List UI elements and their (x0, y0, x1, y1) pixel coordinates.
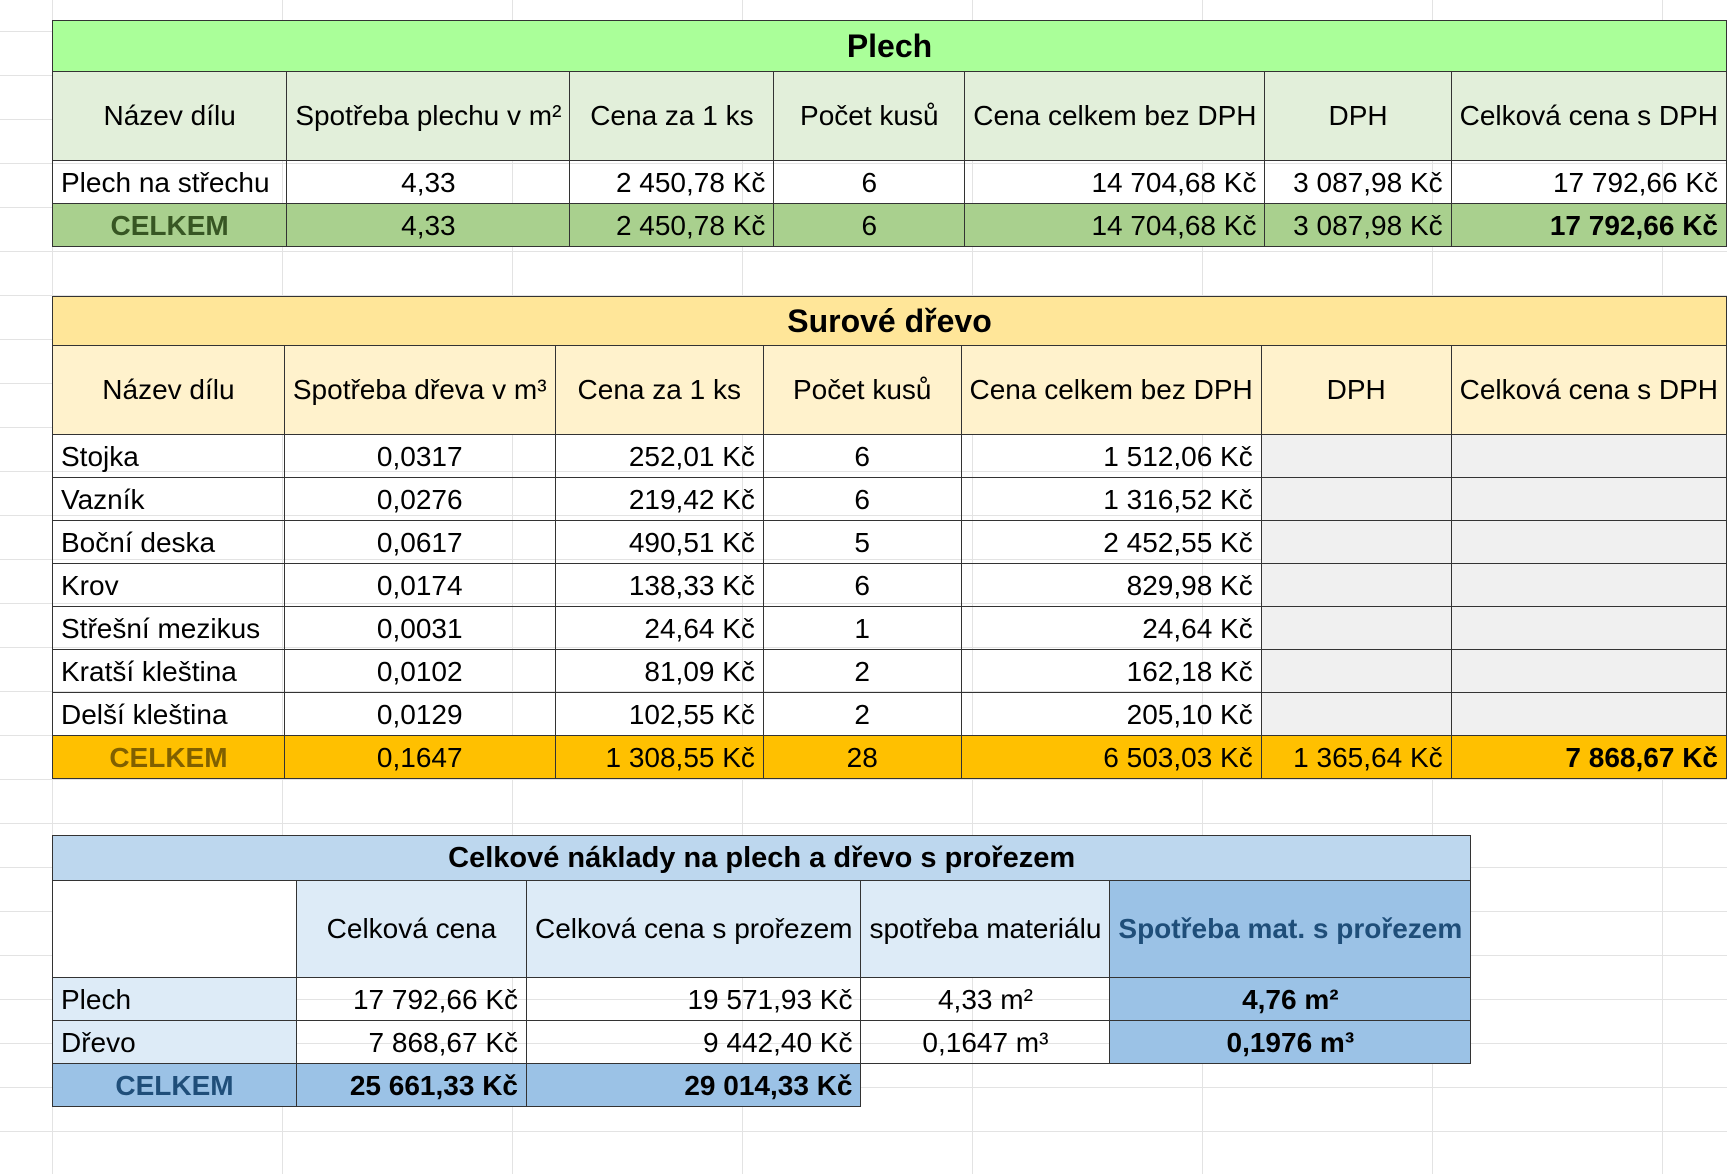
plech-total-row (53, 204, 1727, 247)
header-celkova-cena[interactable]: Celková cena (297, 881, 527, 978)
cell-nazev[interactable]: Kratší kleština (53, 650, 285, 693)
cell-spotreba[interactable]: 0,1647 m³ (861, 1021, 1110, 1064)
drevo-title[interactable]: Surové dřevo (53, 297, 1727, 346)
table-row (53, 478, 1727, 521)
cell-cena-ks[interactable]: 81,09 Kč (555, 650, 763, 693)
cell-cena-prorez[interactable]: 9 442,40 Kč (527, 1021, 861, 1064)
cell-cena-bez[interactable]: 1 316,52 Kč (961, 478, 1261, 521)
cell-cena-ks[interactable]: 102,55 Kč (555, 693, 763, 736)
cell-cena-s-empty[interactable] (1451, 435, 1726, 478)
cell-cena-bez[interactable]: 14 704,68 Kč (965, 161, 1265, 204)
cell-pocet[interactable]: 2 (763, 650, 961, 693)
header-spotreba[interactable]: Spotřeba plechu v m² (287, 72, 570, 161)
header-nazev[interactable]: Název dílu (53, 72, 287, 161)
header-spotreba[interactable]: spotřeba materiálu (861, 881, 1110, 978)
cell-spotreba[interactable]: 0,0102 (284, 650, 555, 693)
cell-pocet[interactable]: 1 (763, 607, 961, 650)
header-pocet[interactable]: Počet kusů (763, 346, 961, 435)
cell-dph-empty[interactable] (1261, 607, 1451, 650)
cell-spotreba[interactable]: 4,33 (287, 161, 570, 204)
header-cena-s[interactable]: Celková cena s DPH (1451, 72, 1726, 161)
cell-nazev[interactable]: Plech (53, 978, 297, 1021)
celkove-naklady-table (52, 835, 1471, 1107)
cell-spotreba[interactable]: 0,0129 (284, 693, 555, 736)
cell-celkova-cena[interactable]: 7 868,67 Kč (297, 1021, 527, 1064)
cell-dph-empty[interactable] (1261, 564, 1451, 607)
total-cena-bez[interactable]: 14 704,68 Kč (965, 204, 1265, 247)
total-dph[interactable]: 1 365,64 Kč (1261, 736, 1451, 779)
cell-nazev[interactable]: Boční deska (53, 521, 285, 564)
cell-nazev[interactable]: Střešní mezikus (53, 607, 285, 650)
cell-dph[interactable]: 3 087,98 Kč (1265, 161, 1451, 204)
header-cena-ks[interactable]: Cena za 1 ks (570, 72, 774, 161)
table-row (53, 607, 1727, 650)
cell-dph-empty[interactable] (1261, 435, 1451, 478)
table-row (53, 650, 1727, 693)
total-dph[interactable]: 3 087,98 Kč (1265, 204, 1451, 247)
cell-nazev[interactable]: Krov (53, 564, 285, 607)
cell-pocet[interactable]: 6 (763, 564, 961, 607)
plech-table (52, 20, 1727, 247)
cell-spotreba[interactable]: 0,0174 (284, 564, 555, 607)
cell-cena-ks[interactable]: 490,51 Kč (555, 521, 763, 564)
cell-nazev[interactable]: Delší kleština (53, 693, 285, 736)
total-celkova-cena[interactable]: 25 661,33 Kč (297, 1064, 527, 1107)
empty-cell[interactable] (861, 1064, 1110, 1107)
cell-nazev[interactable]: Plech na střechu (53, 161, 287, 204)
total-cena-s[interactable]: 7 868,67 Kč (1451, 736, 1726, 779)
cell-spotreba[interactable]: 0,0276 (284, 478, 555, 521)
plech-header-row (53, 72, 1727, 161)
header-cena-bez[interactable]: Cena celkem bez DPH (961, 346, 1261, 435)
cell-pocet[interactable]: 6 (763, 478, 961, 521)
cell-cena-s-empty[interactable] (1451, 478, 1726, 521)
header-cena-s[interactable]: Celková cena s DPH (1451, 346, 1726, 435)
header-cena-ks[interactable]: Cena za 1 ks (555, 346, 763, 435)
cell-cena-ks[interactable]: 219,42 Kč (555, 478, 763, 521)
drevo-table (52, 296, 1727, 779)
header-dph[interactable]: DPH (1265, 72, 1451, 161)
cell-pocet[interactable]: 5 (763, 521, 961, 564)
total-cena-ks[interactable]: 1 308,55 Kč (555, 736, 763, 779)
plech-title[interactable]: Plech (53, 21, 1727, 72)
cell-spotreba[interactable]: 0,0031 (284, 607, 555, 650)
cell-nazev[interactable]: Vazník (53, 478, 285, 521)
cell-cena-s-empty[interactable] (1451, 564, 1726, 607)
total-label[interactable]: CELKEM (53, 204, 287, 247)
cell-spotreba[interactable]: 4,33 m² (861, 978, 1110, 1021)
cell-spotreba[interactable]: 0,0617 (284, 521, 555, 564)
table-row (53, 1021, 1471, 1064)
cell-cena-bez[interactable]: 829,98 Kč (961, 564, 1261, 607)
cell-cena-ks[interactable]: 24,64 Kč (555, 607, 763, 650)
cell-cena-bez[interactable]: 205,10 Kč (961, 693, 1261, 736)
cell-cena-ks[interactable]: 2 450,78 Kč (570, 161, 774, 204)
cell-cena-ks[interactable]: 138,33 Kč (555, 564, 763, 607)
total-label[interactable]: CELKEM (53, 1064, 297, 1107)
table-row (53, 978, 1471, 1021)
table-row (53, 161, 1727, 204)
celkove-total-row (53, 1064, 1471, 1107)
cell-celkova-cena[interactable]: 17 792,66 Kč (297, 978, 527, 1021)
header-pocet[interactable]: Počet kusů (774, 72, 965, 161)
cell-spotreba-prorez[interactable]: 4,76 m² (1110, 978, 1471, 1021)
celkove-header-row (53, 881, 1471, 978)
cell-pocet[interactable]: 2 (763, 693, 961, 736)
cell-cena-s-empty[interactable] (1451, 607, 1726, 650)
cell-dph-empty[interactable] (1261, 478, 1451, 521)
cell-cena-s[interactable]: 17 792,66 Kč (1451, 161, 1726, 204)
drevo-header-row (53, 346, 1727, 435)
total-pocet[interactable]: 6 (774, 204, 965, 247)
header-blank[interactable] (53, 881, 297, 978)
cell-dph-empty[interactable] (1261, 693, 1451, 736)
cell-spotreba[interactable]: 0,0317 (284, 435, 555, 478)
drevo-total-row (53, 736, 1727, 779)
cell-cena-s-empty[interactable] (1451, 693, 1726, 736)
total-cena-prorez[interactable]: 29 014,33 Kč (527, 1064, 861, 1107)
cell-cena-ks[interactable]: 252,01 Kč (555, 435, 763, 478)
cell-pocet[interactable]: 6 (774, 161, 965, 204)
header-spotreba[interactable]: Spotřeba dřeva v m³ (284, 346, 555, 435)
header-cena-prorez[interactable]: Celková cena s prořezem (527, 881, 861, 978)
header-cena-bez[interactable]: Cena celkem bez DPH (965, 72, 1265, 161)
cell-cena-prorez[interactable]: 19 571,93 Kč (527, 978, 861, 1021)
table-row (53, 435, 1727, 478)
cell-cena-s-empty[interactable] (1451, 650, 1726, 693)
header-dph[interactable]: DPH (1261, 346, 1451, 435)
table-row (53, 564, 1727, 607)
header-spotreba-prorez[interactable]: Spotřeba mat. s prořezem (1110, 881, 1471, 978)
cell-cena-bez[interactable]: 24,64 Kč (961, 607, 1261, 650)
header-nazev[interactable]: Název dílu (53, 346, 285, 435)
empty-cell[interactable] (1110, 1064, 1471, 1107)
celkove-title[interactable]: Celkové náklady na plech a dřevo s prořezem (53, 836, 1471, 881)
cell-dph-empty[interactable] (1261, 650, 1451, 693)
total-cena-s[interactable]: 17 792,66 Kč (1451, 204, 1726, 247)
cell-nazev[interactable]: Stojka (53, 435, 285, 478)
total-label[interactable]: CELKEM (53, 736, 285, 779)
total-cena-bez[interactable]: 6 503,03 Kč (961, 736, 1261, 779)
cell-spotreba-prorez[interactable]: 0,1976 m³ (1110, 1021, 1471, 1064)
total-pocet[interactable]: 28 (763, 736, 961, 779)
cell-dph-empty[interactable] (1261, 521, 1451, 564)
cell-cena-s-empty[interactable] (1451, 521, 1726, 564)
cell-cena-bez[interactable]: 2 452,55 Kč (961, 521, 1261, 564)
cell-cena-bez[interactable]: 1 512,06 Kč (961, 435, 1261, 478)
table-row (53, 521, 1727, 564)
table-row (53, 693, 1727, 736)
cell-nazev[interactable]: Dřevo (53, 1021, 297, 1064)
cell-cena-bez[interactable]: 162,18 Kč (961, 650, 1261, 693)
total-spotreba[interactable]: 4,33 (287, 204, 570, 247)
total-cena-ks[interactable]: 2 450,78 Kč (570, 204, 774, 247)
cell-pocet[interactable]: 6 (763, 435, 961, 478)
total-spotreba[interactable]: 0,1647 (284, 736, 555, 779)
